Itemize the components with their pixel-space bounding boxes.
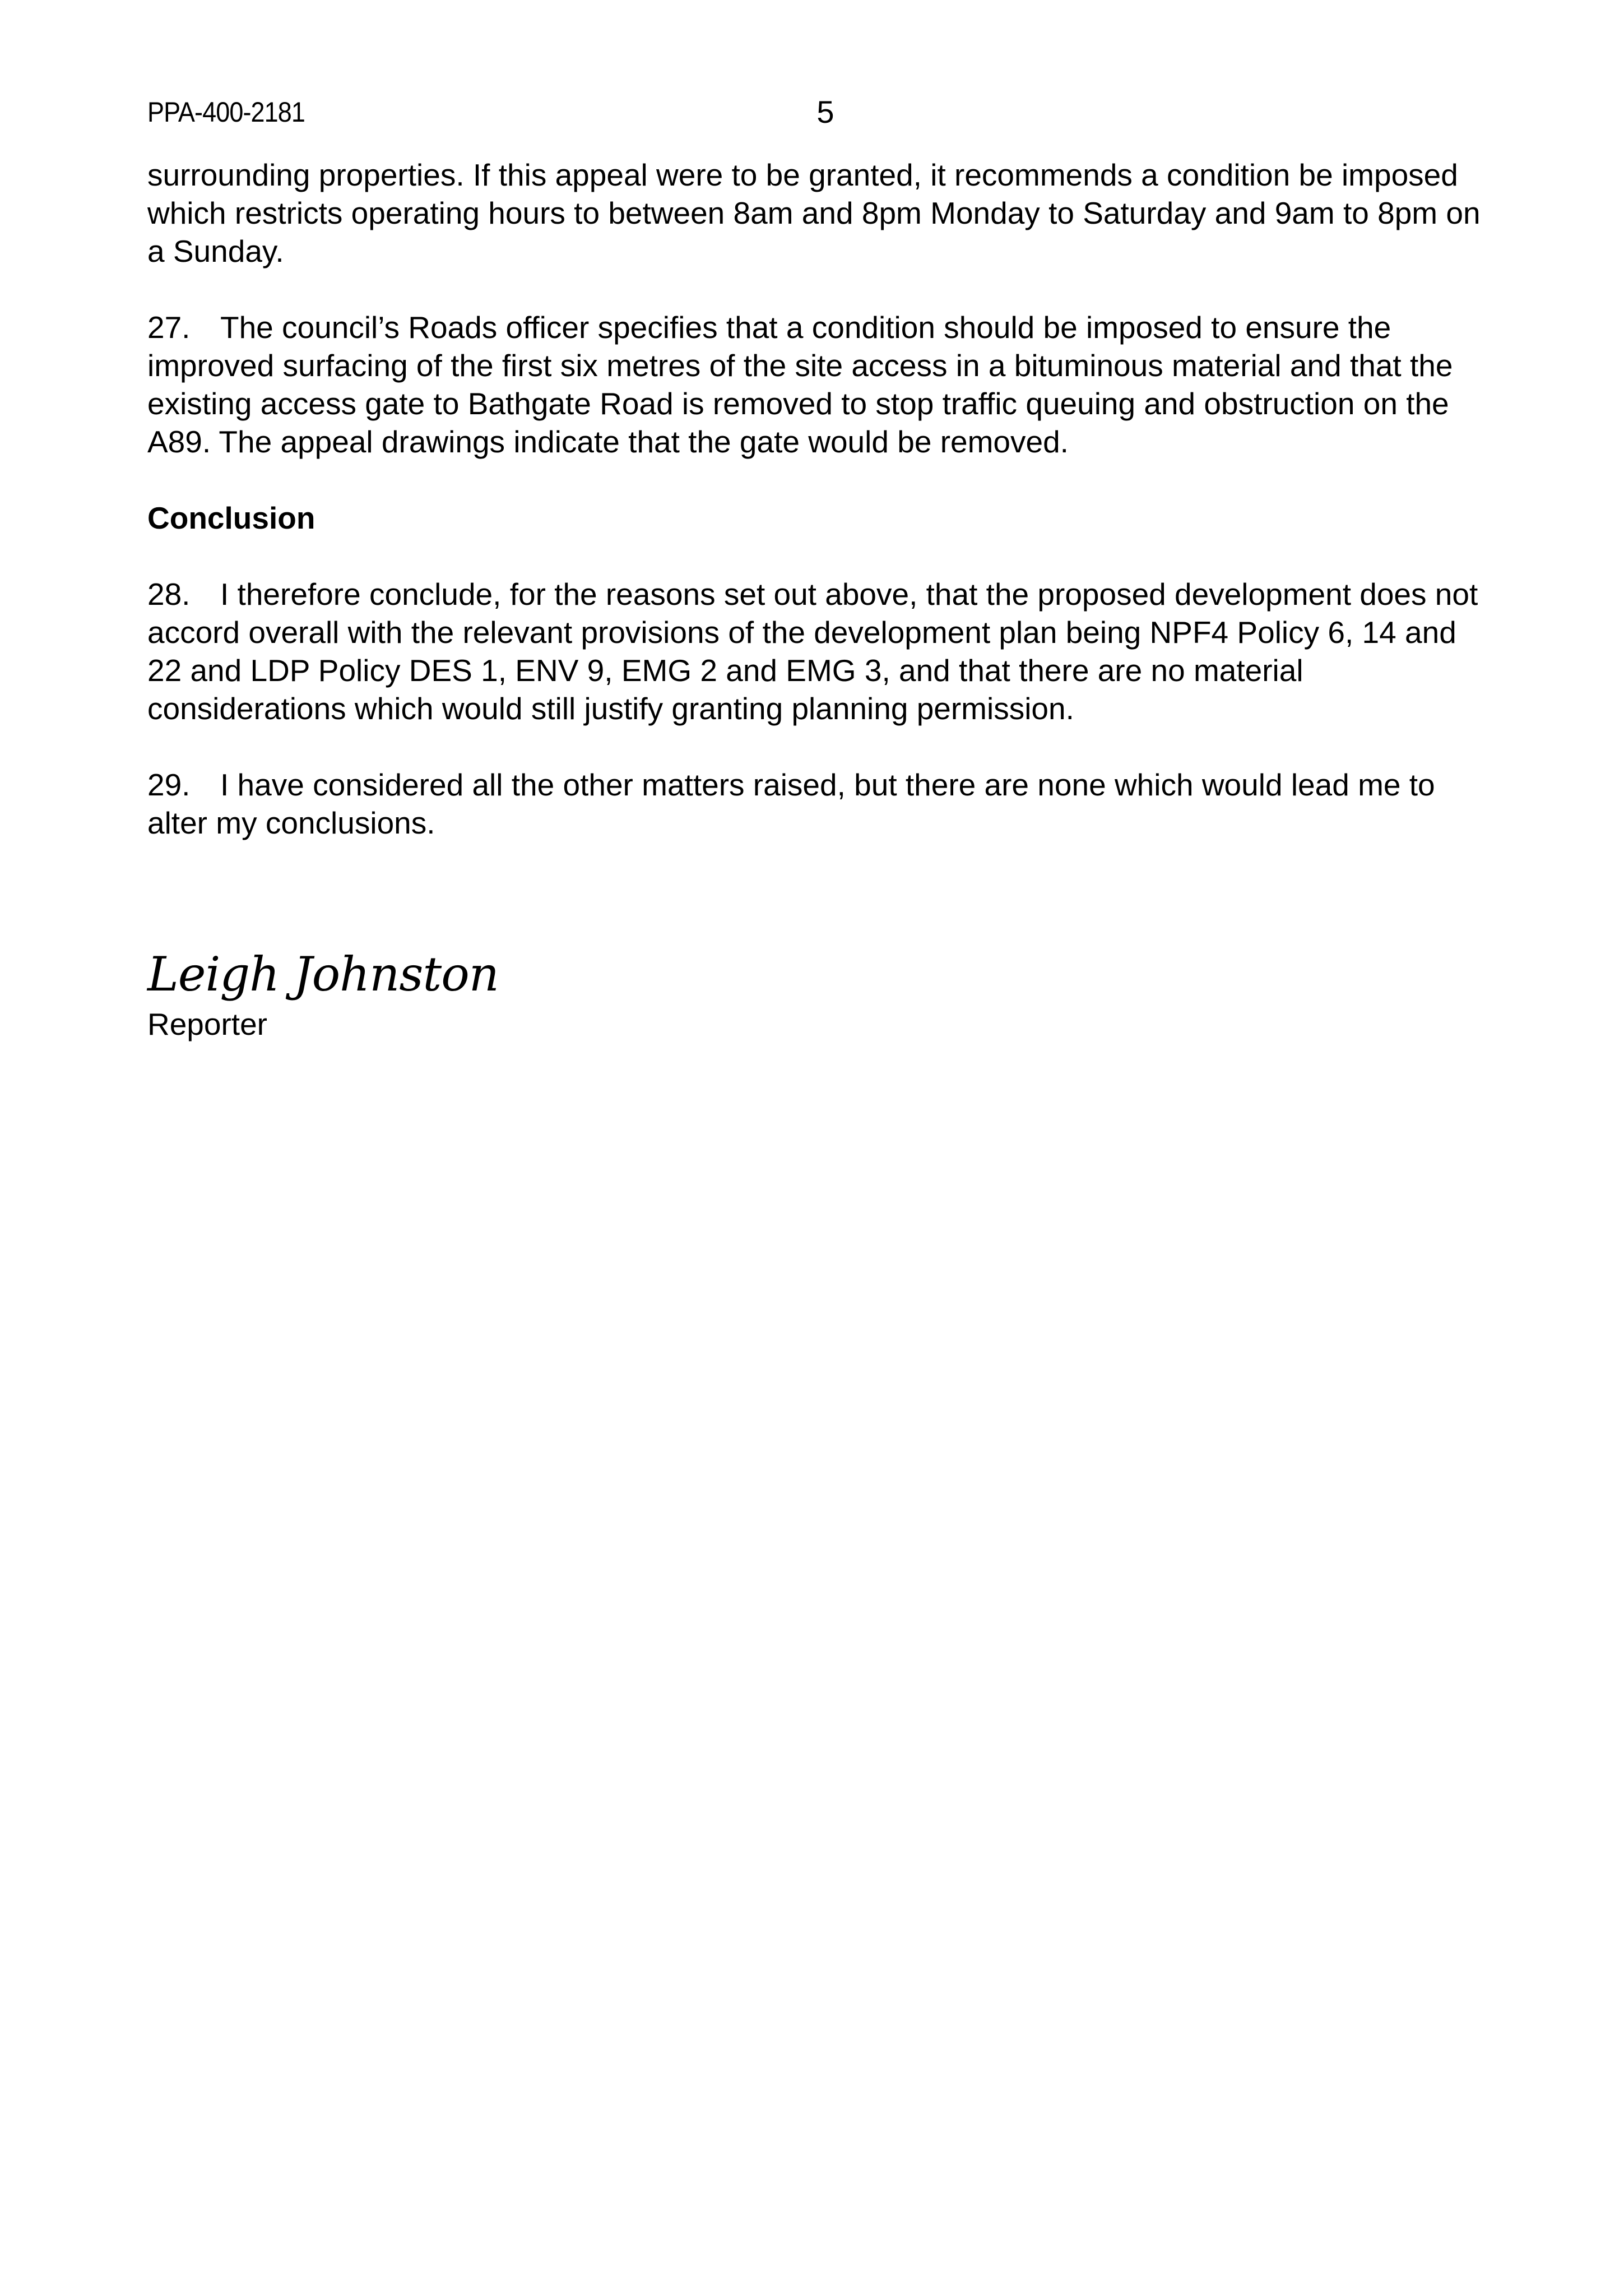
paragraph-text: The council’s Roads officer specifies that a condition should be imposed to ensure the improved surfacing of the first six metres of the site access in a bituminous material and that the existing access gate to Bathgate Road is removed to stop traffic queuing and obstruction on the A89. The appeal drawings indicate that the gate would be removed. [147,310,1453,459]
page-number: 5 [816,94,834,129]
paragraph-28 [147,575,1492,728]
handwritten-signature: Leigh Johnston [147,947,499,1002]
case-reference: PPA-400-2181 [147,96,305,128]
signature-block [147,943,820,1043]
paragraph-29 [147,766,1492,842]
paragraph-number: 27. [147,310,191,345]
paragraph-number: 28. [147,577,191,612]
paragraph-27 [147,308,1492,461]
paragraph-continuation: surrounding properties. If this appeal were to be granted, it recommends a condition be imposed which restricts operating hours to between 8am and 8pm Monday to Saturday and 9am to 8pm on a Sunday. [147,158,1481,269]
signatory-role: Reporter [147,1007,267,1041]
page-header [147,92,1477,132]
paragraph-number: 29. [147,767,191,802]
section-heading-conclusion: Conclusion [147,501,315,535]
paragraph-text: I have considered all the other matters raised, but there are none which would lead me to alter my conclusions. [147,767,1435,840]
paragraph-text: I therefore conclude, for the reasons set out above, that the proposed development does not accord overall with the relevant provisions of the development plan being NPF4 Policy 6, 14 and 22 and LDP Policy DES 1, ENV 9, EMG 2 and EMG 3, and that there are no material considerations which would still justify granting planning permission. [147,577,1478,726]
document-body [147,156,1492,842]
